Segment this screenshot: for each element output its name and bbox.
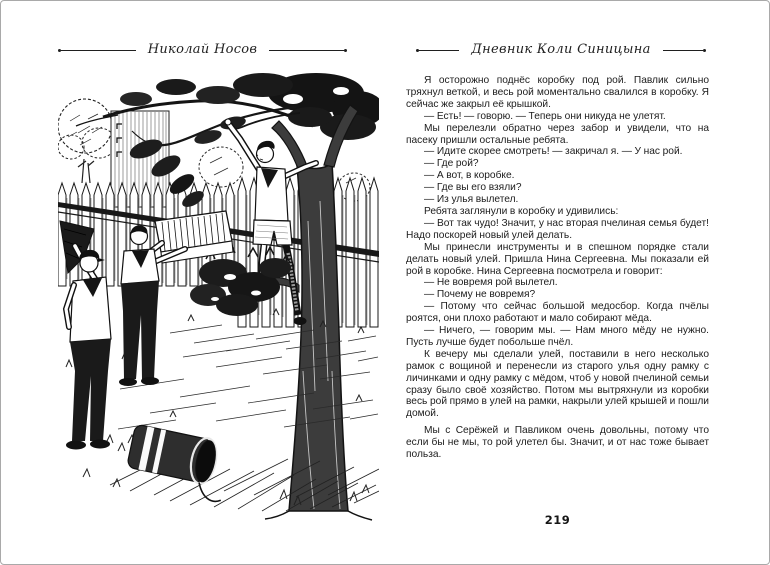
paragraph: — Где вы его взяли?	[424, 182, 522, 194]
page-number: 219	[544, 513, 571, 527]
paragraph: — Вот так чудо! Значит, у нас вторая пчелиная семья будет! Надо поскорей новый улей делать.	[406, 217, 709, 241]
paragraph: Я осторожно поднёс коробку под рой. Павлик сильно тряхнул веткой, и весь рой моментально свалился в коробку. Я сейчас же закрыл её крышкой.	[406, 75, 709, 110]
rule-line	[663, 50, 703, 51]
rule-line	[269, 50, 344, 51]
running-head-right	[416, 43, 706, 58]
paragraph: — Почему не вовремя?	[424, 289, 536, 301]
boy-left	[60, 221, 111, 450]
paragraph: — А вот, в коробке.	[424, 170, 515, 182]
paragraph: Мы с Серёжей и Павликом очень довольны, потому что если бы не мы, то рой улетел бы. Значит, и от нас тоже бывает польза.	[406, 425, 709, 461]
rule-line	[61, 50, 136, 51]
rule-dot	[344, 49, 347, 52]
paragraph: — Есть! — говорю. — Теперь они никуда не улетят.	[424, 110, 666, 122]
running-head-left	[58, 43, 347, 58]
author-name: Николай Носов	[147, 42, 258, 57]
paragraph: — Из улья вылетел.	[424, 194, 519, 206]
paragraph: — Не вовремя рой вылетел.	[424, 277, 558, 289]
story-text	[406, 75, 709, 461]
right-page	[386, 1, 770, 565]
book-illustration	[58, 71, 379, 524]
paragraph: Ребята заглянули в коробку и удивились:	[424, 205, 619, 217]
paragraph: К вечеру мы сделали улей, поставили в него несколько рамок с вощиной и перенесли из старого улья одну рамку с личинками и одну рамку с мёдом, чтоб у новой пчелиной семьи сразу было своё хозяйство. Потом мы вытряхнули из коробки весь рой прямо в улей на рамки, накрыли улей крышей и пошли домой.	[406, 348, 709, 420]
paragraph: — Ничего, — говорим мы. — Нам много мёду не нужно. Пусть лучше будет побольше пчёл.	[406, 325, 709, 348]
background-tree	[58, 99, 116, 183]
paragraph: — Потому что сейчас большой медосбор. Когда пчёлы роятся, они плохо работают и мало собирают мёда.	[406, 301, 709, 325]
paragraph: — Идите скорее смотреть! — закричал я. — У нас рой.	[424, 146, 683, 158]
left-page	[1, 1, 386, 565]
paragraph: Мы принесли инструменты и в спешном порядке стали делать новый улей. Пришла Нина Сергеевна. Мы показали ей рой в коробке. Нина Сергеевна посмотрела и говорит:	[406, 241, 709, 277]
paragraph: — Где рой?	[424, 158, 479, 170]
rule-dot	[703, 49, 706, 52]
rule-line	[419, 50, 459, 51]
book-title: Дневник Коли Синицына	[471, 42, 651, 57]
paragraph: Мы перелезли обратно через забор и увидели, что на пасеку пришли остальные ребята.	[406, 122, 709, 146]
